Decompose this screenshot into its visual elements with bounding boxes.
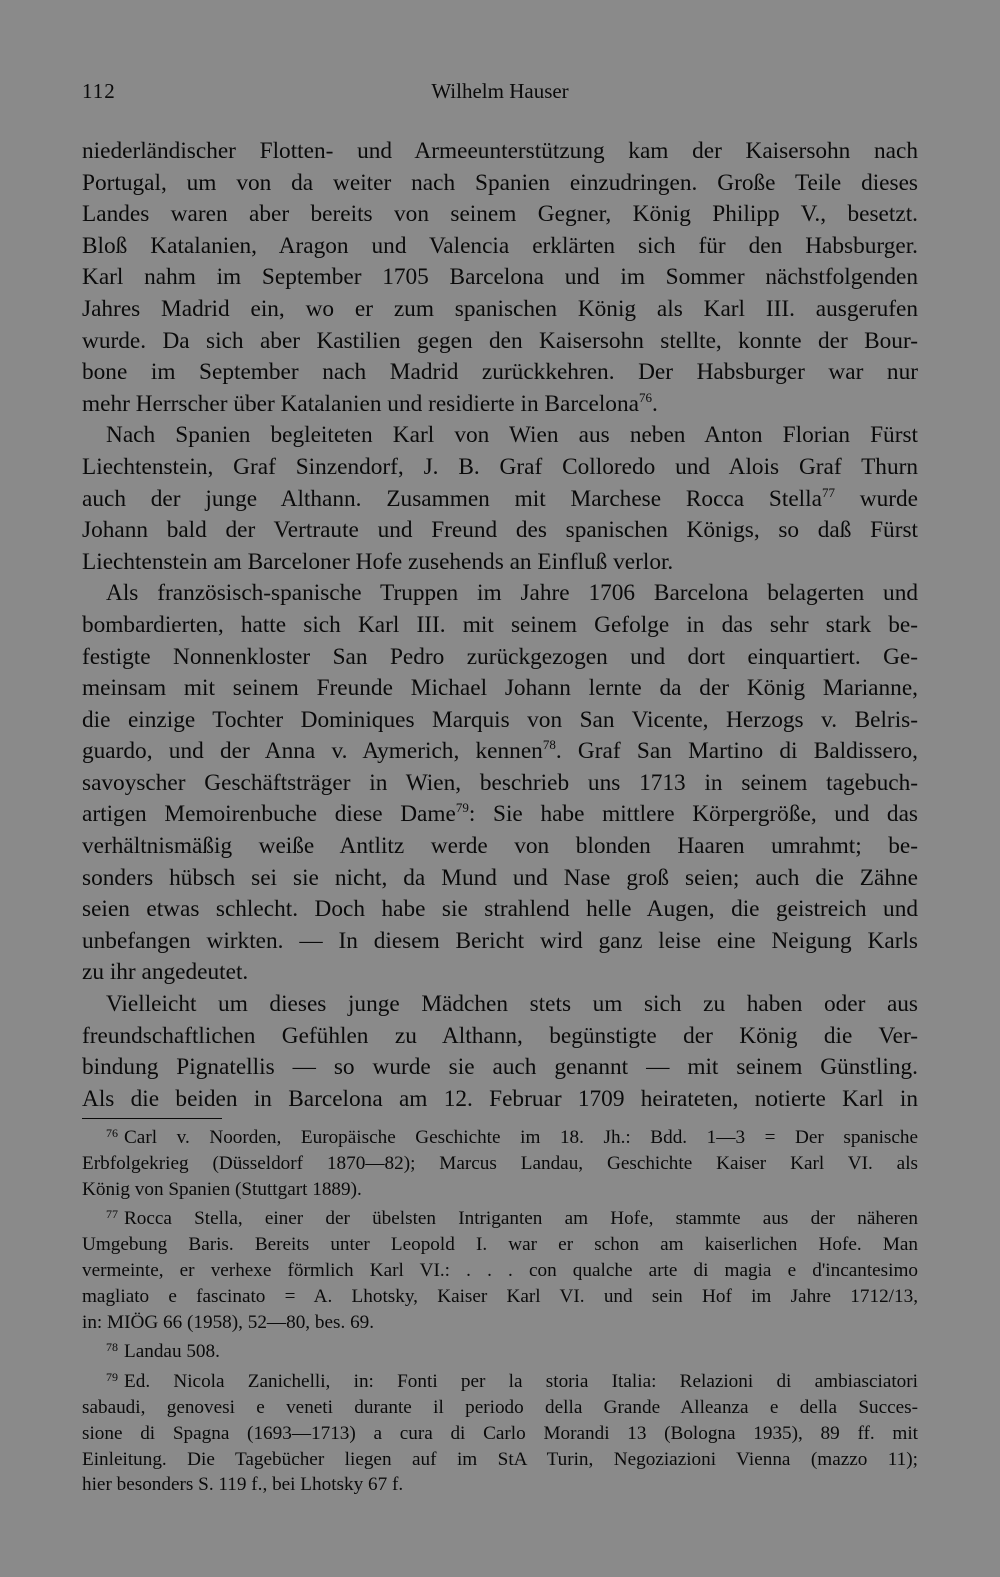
text-line-content: seien etwas schlecht. Doch habe sie strahlend helle Augen, die geistreich und <box>82 896 918 923</box>
footnote-line <box>82 1472 918 1498</box>
text-line-content: Liechtenstein am Barceloner Hofe zusehends an Einfluß verlor. <box>82 548 674 575</box>
text-line <box>82 799 918 831</box>
text-line <box>82 863 918 895</box>
footnote-line <box>82 1151 918 1177</box>
footnote-text: Landau 508. <box>124 1341 220 1363</box>
footnote-number: 76 <box>106 1126 118 1140</box>
footnote <box>82 1125 918 1202</box>
footnote-text: magliato e fascinato = A. Lhotsky, Kaiser Karl VI. und sein Hof im Jahre 1712/13, <box>82 1285 918 1307</box>
text-line <box>82 452 918 484</box>
footnote-text: sabaudi, genovesi e veneti durante il periodo della Grande Alleanza e della Succes- <box>82 1396 918 1418</box>
text-line-content: zu ihr angedeutet. <box>82 959 249 986</box>
text-line <box>82 642 918 674</box>
footnote-text: in: MIÖG 66 (1958), 52—80, bes. 69. <box>82 1311 375 1333</box>
text-line <box>82 136 918 168</box>
footnote-line <box>82 1369 918 1395</box>
text-line-content: verhältnismäßig weiße Antlitz werde von blonden Haaren umrahmt; be- <box>82 833 918 860</box>
text-line <box>82 231 918 263</box>
footnote-line <box>82 1284 918 1310</box>
text-line-content: mehr Herrscher über Katalanien und residierte in Barcelona <box>82 390 639 417</box>
footnote-line <box>82 1447 918 1473</box>
text-line <box>82 484 918 516</box>
footnote-text: König von Spanien (Stuttgart 1889). <box>82 1178 362 1200</box>
text-line-content: Landes waren aber bereits von seinem Gegner, König Philipp V., besetzt. <box>82 201 918 228</box>
text-line <box>82 673 918 705</box>
footnote-reference: 76 <box>638 389 652 405</box>
text-line-content: wurde. Da sich aber Kastilien gegen den Kaisersohn stellte, konnte der Bour- <box>82 327 918 354</box>
text-line-tail: : Sie habe mittlere Körpergröße, und das <box>468 801 918 828</box>
text-line <box>82 547 918 579</box>
text-line <box>82 1084 918 1116</box>
text-line <box>82 515 918 547</box>
footnote-reference: 78 <box>542 737 556 753</box>
footnote-number: 79 <box>106 1370 118 1385</box>
footnote-text: Rocca Stella, einer der übelsten Intriganten am Hofe, stammte aus der näheren <box>124 1208 918 1230</box>
text-line-content: niederländischer Flotten- und Armeeunterstützung kam der Kaisersohn nach <box>82 138 918 164</box>
footnote-text: Einleitung. Die Tagebücher liegen auf im StA Turin, Negoziazioni Vienna (mazzo 11); <box>82 1448 918 1470</box>
footnote <box>82 1369 918 1498</box>
text-line <box>82 705 918 737</box>
text-line <box>82 294 918 326</box>
footnote-reference: 79 <box>455 800 469 816</box>
footnote-text: Umgebung Baris. Bereits unter Leopold I. war er schon am kaiserlichen Hofe. Man <box>82 1234 918 1256</box>
footnote-line <box>82 1421 918 1447</box>
text-line <box>82 357 918 389</box>
text-line-content: Nach Spanien begleiteten Karl von Wien aus neben Anton Florian Fürst <box>106 422 918 449</box>
footnote-line <box>82 1395 918 1421</box>
text-line <box>82 736 918 768</box>
text-line-content: auch der junge Althann. Zusammen mit Marchese Rocca Stella <box>82 485 822 512</box>
text-line <box>82 199 918 231</box>
footnotes <box>82 1125 918 1498</box>
text-line-content: Jahres Madrid ein, wo er zum spanischen König als Karl III. ausgerufen <box>82 295 918 322</box>
text-line <box>82 610 918 642</box>
text-line-content: Liechtenstein, Graf Sinzendorf, J. B. Graf Colloredo und Alois Graf Thurn <box>82 453 918 480</box>
text-line-content: guardo, und der Anna v. Aymerich, kennen <box>82 738 543 765</box>
text-line-content: artigen Memoirenbuche diese Dame <box>82 801 456 828</box>
text-line-content: Bloß Katalanien, Aragon und Valencia erklärten sich für den Habsburger. <box>82 232 918 259</box>
footnote-line <box>82 1206 918 1232</box>
footnote-line <box>82 1258 918 1284</box>
footnote-number: 77 <box>106 1207 118 1222</box>
text-line-content: Als die beiden in Barcelona am 12. Februar 1709 heirateten, notierte Karl in <box>82 1085 918 1112</box>
footnote-text: hier besonders S. 119 f., bei Lhotsky 67 f. <box>82 1474 404 1496</box>
text-line <box>82 578 918 610</box>
footnote-separator <box>82 1118 222 1119</box>
footnote-reference: 77 <box>821 484 835 500</box>
footnote-line <box>82 1177 918 1203</box>
footnote-text: Ed. Nicola Zanichelli, in: Fonti per la storia Italia: Relazioni di ambiasciatori <box>124 1371 918 1393</box>
footnote-text: Carl v. Noorden, Europäische Geschichte im 18. Jh.: Bdd. 1—3 = Der spanische <box>124 1127 918 1148</box>
text-line <box>82 989 918 1021</box>
text-line <box>82 831 918 863</box>
text-line <box>82 768 918 800</box>
text-line-content: die einzige Tochter Dominiques Marquis von San Vicente, Herzogs v. Belris- <box>82 706 918 733</box>
text-line <box>82 389 918 421</box>
text-line <box>82 326 918 358</box>
footnote <box>82 1206 918 1335</box>
text-line-content: unbefangen wirkten. — In diesem Bericht wird ganz leise eine Neigung Karls <box>82 927 918 954</box>
text-line <box>82 894 918 926</box>
text-line-tail: wurde <box>834 485 918 512</box>
text-line <box>82 1052 918 1084</box>
text-line <box>82 957 918 989</box>
footnote-text: sione di Spagna (1693—1713) a cura di Carlo Morandi 13 (Bologna 1935), 89 ff. mit <box>82 1422 918 1444</box>
footnote-line <box>82 1232 918 1258</box>
text-line-content: festigte Nonnenkloster San Pedro zurückgezogen und dort einquartiert. Ge- <box>82 643 918 670</box>
footnote-text: vermeinte, er verhexe förmlich Karl VI.: . . . con qualche arte di magia e d'incantesimo <box>82 1259 918 1281</box>
text-line-content: bombardierten, hatte sich Karl III. mit seinem Gefolge in das sehr stark be- <box>82 611 918 638</box>
text-line-content: sonders hübsch sei sie nicht, da Mund und Nase groß seien; auch die Zähne <box>82 864 918 891</box>
page-number: 112 <box>82 79 116 103</box>
text-line <box>82 1021 918 1053</box>
text-line-content: savoyscher Geschäftsträger in Wien, beschrieb uns 1713 in seinem tagebuch- <box>82 769 918 796</box>
text-line-content: bone im September nach Madrid zurückkehren. Der Habsburger war nur <box>82 359 918 386</box>
text-line-content: Vielleicht um dieses junge Mädchen stets um sich zu haben oder aus <box>106 991 918 1018</box>
footnote <box>82 1339 918 1365</box>
text-line-content: meinsam mit seinem Freunde Michael Johann lernte da der König Marianne, <box>82 675 918 702</box>
text-line-content: Karl nahm im September 1705 Barcelona und im Sommer nächstfolgenden <box>82 264 918 291</box>
footnote-number: 78 <box>106 1340 118 1355</box>
text-line <box>82 168 918 200</box>
text-line <box>82 262 918 294</box>
footnote-line <box>82 1310 918 1336</box>
footnote-line <box>82 1125 918 1151</box>
text-line <box>82 926 918 958</box>
running-title: Wilhelm Hauser <box>431 79 569 103</box>
text-line-content: bindung Pignatellis — so wurde sie auch genannt — mit seinem Günstling. <box>82 1054 918 1081</box>
text-line-content: Als französisch-spanische Truppen im Jahre 1706 Barcelona belagerten und <box>106 580 918 607</box>
page-header <box>82 74 918 108</box>
text-line-content: freundschaftlichen Gefühlen zu Althann, begünstigte der König die Ver- <box>82 1022 918 1049</box>
body-text <box>82 136 918 1115</box>
text-line-tail: . <box>651 390 658 417</box>
text-line-tail: . Graf San Martino di Baldissero, <box>555 738 918 765</box>
text-line-content: Johann bald der Vertraute und Freund des spanischen Königs, so daß Fürst <box>82 517 918 544</box>
text-line <box>82 420 918 452</box>
footnote-line <box>82 1339 918 1365</box>
footnote-text: Erbfolgekrieg (Düsseldorf 1870—82); Marcus Landau, Geschichte Kaiser Karl VI. als <box>82 1152 918 1174</box>
text-line-content: Portugal, um von da weiter nach Spanien einzudringen. Große Teile dieses <box>82 169 918 196</box>
